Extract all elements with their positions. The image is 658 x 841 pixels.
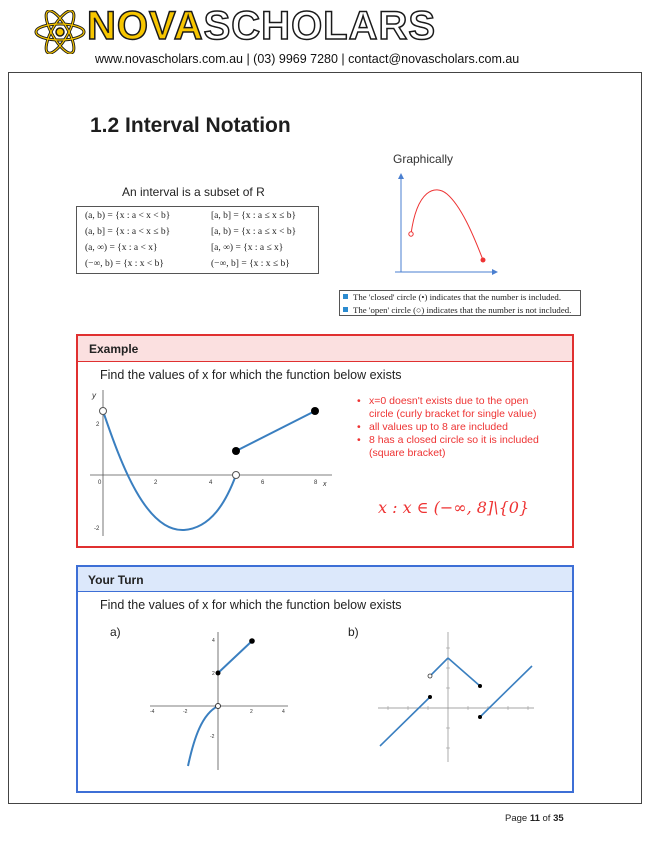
x-tick-label: 4 — [282, 709, 285, 715]
closed-endpoint — [311, 407, 319, 415]
parabola-curve — [103, 411, 236, 530]
y-tick-label: -2 — [210, 734, 215, 740]
x-axis-label: x — [323, 481, 327, 488]
your-turn-prompt: Find the values of x for which the function below exists — [100, 598, 402, 612]
example-explanation-list — [355, 395, 555, 460]
y-axis-label: y — [92, 391, 96, 400]
closed-endpoint — [216, 671, 221, 676]
interval-def: (a, b] = {x : a < x ≤ b} — [85, 227, 171, 237]
table-row — [77, 256, 318, 272]
table-row — [77, 240, 318, 256]
graph-curve — [411, 190, 483, 260]
your-turn-graph-b — [372, 630, 538, 766]
brand-logo — [87, 2, 436, 50]
x-tick-label: 8 — [314, 480, 318, 486]
line-segment — [480, 666, 532, 717]
example-graph — [86, 384, 336, 538]
closed-endpoint — [249, 638, 255, 644]
graphically-label: Graphically — [393, 152, 454, 166]
y-tick-label: 2 — [212, 671, 215, 677]
closed-endpoint — [478, 715, 482, 719]
list-item: • x=0 doesn't exists due to the open circle (curly bracket for single value) — [355, 395, 555, 421]
example-header — [78, 336, 572, 362]
line-segment — [218, 641, 252, 673]
list-item: • 8 has a closed circle so it is included (square bracket) — [355, 434, 555, 460]
interval-def: [a, b] = {x : a ≤ x ≤ b} — [211, 211, 297, 221]
y-tick-label: 4 — [212, 638, 215, 644]
x-tick-label: 2 — [154, 480, 158, 486]
x-tick-label: -4 — [150, 709, 155, 715]
interval-def: [a, b) = {x : a ≤ x < b} — [211, 227, 297, 237]
interval-def: (a, b) = {x : a < x < b} — [85, 211, 171, 221]
interval-def: (−∞, b] = {x : x ≤ b} — [211, 259, 290, 269]
note-text: The 'closed' circle (•) indicates that the number is included. — [353, 292, 562, 302]
contact-line: www.novascholars.com.au | (03) 9969 7280 | contact@novascholars.com.au — [95, 52, 520, 66]
open-endpoint — [409, 232, 413, 236]
x-tick-label: -2 — [183, 709, 188, 715]
open-circle-note — [343, 305, 571, 315]
of-label: of — [542, 813, 551, 824]
interval-def: (−∞, b) = {x : x < b} — [85, 259, 164, 269]
closed-endpoint — [481, 258, 486, 263]
line-segment — [448, 658, 480, 686]
table-row — [77, 224, 318, 240]
example-answer: x : x ∈ (−∞, 8]\{0} — [378, 498, 530, 517]
interval-def: (a, ∞) = {x : a < x} — [85, 243, 158, 253]
your-turn-graph-a — [146, 628, 292, 772]
closed-endpoint — [428, 695, 432, 699]
open-endpoint — [216, 704, 221, 709]
page-number — [505, 813, 564, 824]
total-pages: 35 — [553, 813, 564, 824]
interval-def: [a, ∞) = {x : a ≤ x} — [211, 243, 284, 253]
line-segment — [236, 411, 315, 451]
y-tick-label: -2 — [94, 526, 100, 532]
part-a-label: a) — [110, 625, 121, 639]
open-endpoint — [233, 472, 240, 479]
open-endpoint — [428, 674, 432, 678]
open-endpoint — [100, 408, 107, 415]
closed-endpoint — [232, 447, 240, 455]
x-tick-label: 0 — [98, 480, 102, 486]
y-tick-label: 2 — [96, 422, 100, 428]
closed-endpoint — [478, 684, 482, 688]
line-segment — [380, 697, 430, 746]
logo-scholars: SCHOLARS — [203, 4, 437, 48]
logo-nova: NOVA — [87, 4, 204, 48]
bullet-square-icon — [343, 307, 348, 312]
bullet-square-icon — [343, 294, 348, 299]
x-tick-label: 2 — [250, 709, 253, 715]
example-prompt: Find the values of x for which the function below exists — [100, 368, 402, 382]
your-turn-title: Your Turn — [88, 573, 144, 587]
atom-logo-icon — [34, 10, 86, 54]
note-text: The 'open' circle (○) indicates that the number is not included. — [353, 305, 572, 315]
interval-definitions-table — [76, 206, 319, 274]
section-title: 1.2 Interval Notation — [90, 114, 291, 137]
closed-circle-note — [343, 292, 561, 302]
list-item: • all values up to 8 are included — [355, 421, 555, 434]
interval-intro: An interval is a subset of R — [122, 185, 265, 199]
page-prefix: Page — [505, 813, 528, 824]
example-title: Example — [89, 342, 139, 356]
x-tick-label: 6 — [261, 480, 265, 486]
table-row — [77, 208, 318, 224]
your-turn-header — [78, 567, 572, 592]
part-b-label: b) — [348, 625, 359, 639]
x-tick-label: 4 — [209, 480, 213, 486]
current-page: 11 — [529, 813, 540, 824]
line-segment — [430, 658, 448, 676]
interval-graph-diagram — [385, 170, 505, 280]
